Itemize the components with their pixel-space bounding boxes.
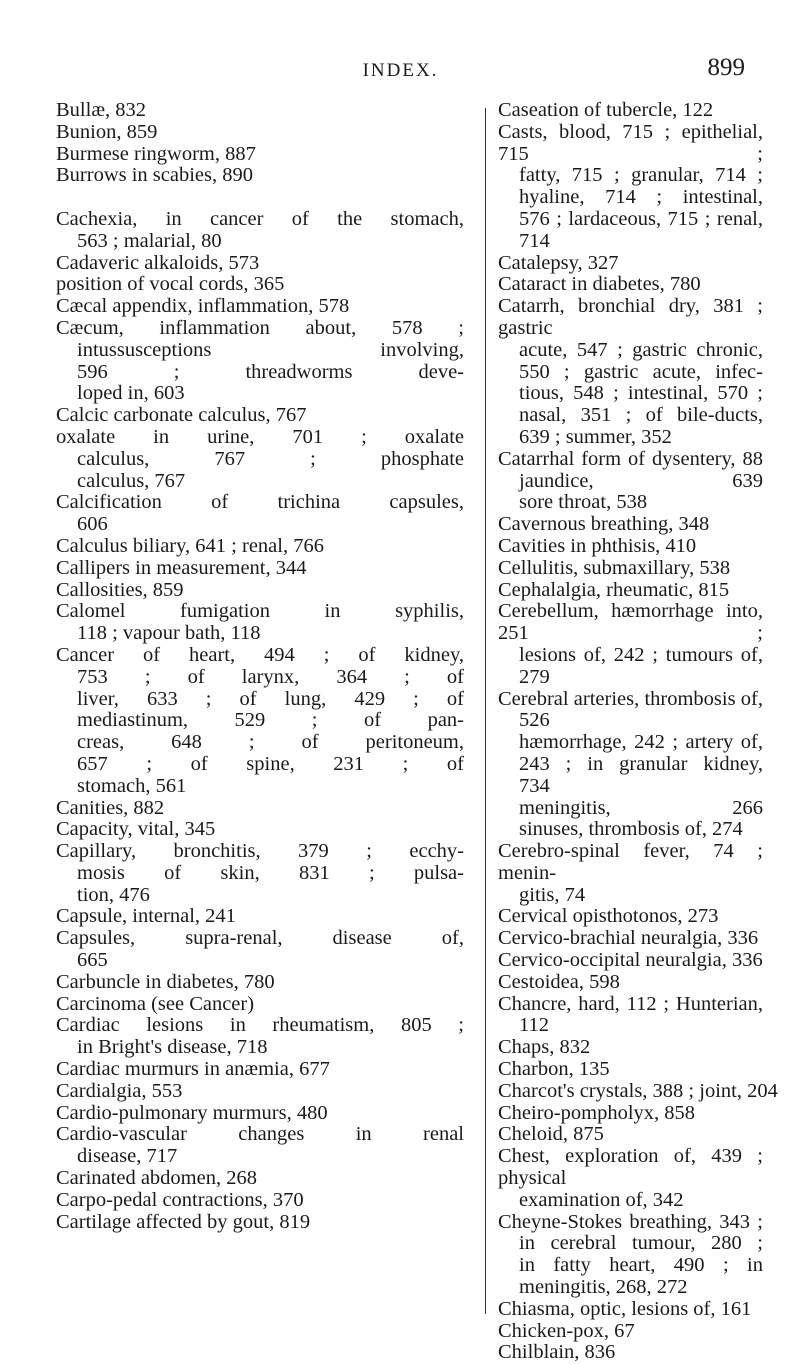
index-entry <box>56 296 464 318</box>
index-entry <box>56 536 464 558</box>
index-entry <box>56 994 464 1016</box>
index-entry <box>56 427 464 492</box>
index-entry <box>498 536 763 558</box>
index-line: Casts, blood, 715 ; epithelial, 715 ; <box>498 120 763 165</box>
index-entry <box>498 274 763 296</box>
index-line: Charcot's crystals, 388 ; joint, 204 <box>498 1079 778 1102</box>
index-line: 596 ; threadworms deve- <box>77 360 464 383</box>
index-entry <box>56 819 464 841</box>
index-entry <box>56 1103 464 1125</box>
index-line: tious, 548 ; intestinal, 570 ; <box>519 382 763 405</box>
index-line: 118 ; vapour bath, 118 <box>77 622 261 645</box>
index-entry <box>498 1299 763 1321</box>
index-entry <box>56 165 464 187</box>
index-line: Chest, exploration of, 439 ; physical <box>498 1145 763 1190</box>
index-line: Chicken-pox, 67 <box>498 1319 635 1342</box>
index-entry <box>498 1124 763 1146</box>
index-line: lesions of, 242 ; tumours of, <box>519 643 763 666</box>
index-line: Burmese ringworm, 887 <box>56 142 256 165</box>
index-entry <box>498 449 763 514</box>
index-line: 734 <box>519 774 550 797</box>
index-entry <box>56 1124 464 1168</box>
index-line: examination of, 342 <box>519 1188 684 1211</box>
index-line: 112 <box>519 1014 549 1037</box>
index-line: mediastinum, 529 ; of pan- <box>77 709 464 732</box>
index-line: liver, 633 ; of lung, 429 ; of <box>77 687 464 710</box>
index-entry <box>56 492 464 536</box>
index-line: Cartilage affected by gout, 819 <box>56 1210 311 1233</box>
index-line: Bunion, 859 <box>56 120 158 143</box>
index-line: 639 ; summer, 352 <box>519 425 672 448</box>
index-line: 665 <box>77 949 108 972</box>
index-line: in Bright's disease, 718 <box>77 1036 268 1059</box>
index-line: Canities, 882 <box>56 796 165 819</box>
index-entry <box>56 144 464 166</box>
index-entry <box>56 1168 464 1190</box>
index-line: Capacity, vital, 345 <box>56 818 216 841</box>
index-entry <box>498 994 763 1038</box>
index-line: Cerebral arteries, thrombosis of, <box>498 687 763 710</box>
index-line: Callipers in measurement, 344 <box>56 556 307 579</box>
index-entry <box>56 1190 464 1212</box>
index-line: Catarrhal form of dysentery, 88 <box>498 447 763 470</box>
index-line: in cerebral tumour, 280 ; <box>519 1232 763 1255</box>
index-entry <box>56 841 464 906</box>
index-entry <box>56 122 464 144</box>
index-entry <box>498 580 763 602</box>
index-line: Bullæ, 832 <box>56 99 146 121</box>
index-line: Cancer of heart, 494 ; of kidney, <box>56 643 464 666</box>
index-line: Caseation of tubercle, 122 <box>498 99 714 121</box>
column-divider <box>485 108 486 1314</box>
index-entry <box>498 253 763 275</box>
index-line: in fatty heart, 490 ; in <box>519 1254 763 1277</box>
index-entry <box>56 906 464 928</box>
index-line: meningitis, 266 <box>519 796 763 819</box>
index-line: Capsule, internal, 241 <box>56 905 236 928</box>
index-line: Calcification of trichina capsules, <box>56 491 464 514</box>
index-line: Cheloid, 875 <box>498 1123 604 1146</box>
index-entry <box>498 514 763 536</box>
index-line: 714 <box>519 229 550 252</box>
index-line: disease, 717 <box>77 1145 178 1168</box>
index-line: Charbon, 135 <box>498 1058 610 1081</box>
index-line: nasal, 351 ; of bile-ducts, <box>519 404 763 427</box>
index-line: Cachexia, in cancer of the stomach, <box>56 207 464 230</box>
index-line: tion, 476 <box>77 883 150 906</box>
index-entry <box>498 928 763 950</box>
index-line: Cavities in phthisis, 410 <box>498 534 697 557</box>
index-entry <box>498 1037 763 1059</box>
index-entry <box>498 296 763 449</box>
index-entry <box>56 645 464 798</box>
index-line: 243 ; in granular kidney, <box>519 752 763 775</box>
index-entry <box>56 580 464 602</box>
index-entry <box>56 558 464 580</box>
index-line: 550 ; gastric acute, infec- <box>519 360 763 383</box>
index-line: 753 ; of larynx, 364 ; of <box>77 665 464 688</box>
index-entry <box>56 1059 464 1081</box>
index-line: jaundice, 639 <box>519 469 763 492</box>
index-entry <box>56 1212 464 1234</box>
index-entry <box>56 1015 464 1059</box>
index-line: Cardio-vascular changes in renal <box>56 1123 464 1146</box>
index-entry <box>56 928 464 972</box>
index-line: sore throat, 538 <box>519 491 648 514</box>
index-entry <box>498 122 763 253</box>
index-line: Chiasma, optic, lesions of, 161 <box>498 1297 752 1320</box>
index-line: Carinated abdomen, 268 <box>56 1167 257 1190</box>
index-line: Chancre, hard, 112 ; Hunterian, <box>498 992 763 1015</box>
index-line: Cardiac lesions in rheumatism, 805 ; <box>56 1014 464 1037</box>
index-line: Capillary, bronchitis, 379 ; ecchy- <box>56 840 464 863</box>
index-line: Cervical opisthotonos, 273 <box>498 905 719 928</box>
index-entry <box>498 841 763 906</box>
index-line: 279 <box>519 665 550 688</box>
index-column-left <box>56 100 464 1233</box>
index-line: Burrows in scabies, 890 <box>56 164 254 187</box>
index-line: Calculus biliary, 641 ; renal, 766 <box>56 534 324 557</box>
index-line: Carbuncle in diabetes, 780 <box>56 970 275 993</box>
index-line: Cheiro-pompholyx, 858 <box>498 1101 696 1124</box>
index-line: Cerebro-spinal fever, 74 ; menin- <box>498 840 763 884</box>
index-line: stomach, 561 <box>77 774 187 797</box>
index-entry <box>56 209 464 253</box>
index-line: position of vocal cords, 365 <box>56 273 285 296</box>
index-line: Cardiac murmurs in anæmia, 677 <box>56 1058 330 1081</box>
index-entry <box>498 972 763 994</box>
index-line: Calomel fumigation in syphilis, <box>56 600 464 623</box>
index-line: Catalepsy, 327 <box>498 251 619 274</box>
index-entry <box>498 1342 763 1364</box>
page-header <box>0 54 801 90</box>
index-line: hæmorrhage, 242 ; artery of, <box>519 731 763 754</box>
index-line: calculus, 767 ; phosphate <box>77 447 464 470</box>
index-entry <box>498 1079 778 1103</box>
index-line: acute, 547 ; gastric chronic, <box>519 338 763 361</box>
index-entry <box>56 318 464 405</box>
index-line: mosis of skin, 831 ; pulsa- <box>77 861 464 884</box>
index-entry <box>498 906 763 928</box>
index-line: Cervico-occipital neuralgia, 336 <box>498 949 763 972</box>
index-entry <box>498 100 763 122</box>
index-line: creas, 648 ; of peritoneum, <box>77 731 464 754</box>
index-line: 606 <box>77 513 108 536</box>
index-line: calculus, 767 <box>77 469 186 492</box>
index-line: sinuses, thrombosis of, 274 <box>519 818 743 841</box>
index-line: Catarrh, bronchial dry, 381 ; gastric <box>498 295 763 339</box>
index-line: Cerebellum, hæmorrhage into, 251 ; <box>498 600 763 645</box>
index-entry <box>498 1059 763 1081</box>
index-line: Cheyne-Stokes breathing, 343 ; <box>498 1210 763 1233</box>
index-entry <box>498 558 763 580</box>
index-entry <box>56 601 464 645</box>
index-line: Capsules, supra-renal, disease of, <box>56 927 464 950</box>
index-line: meningitis, 268, 272 <box>519 1276 688 1299</box>
index-line: 526 <box>519 709 550 732</box>
index-entry <box>56 405 464 427</box>
index-entry <box>498 689 763 842</box>
index-line: Calcic carbonate calculus, 767 <box>56 404 307 427</box>
index-line: 563 ; malarial, 80 <box>77 229 222 252</box>
index-line: Cellulitis, submaxillary, 538 <box>498 556 731 579</box>
index-line: Cestoidea, 598 <box>498 970 620 993</box>
index-line: Chaps, 832 <box>498 1036 591 1059</box>
index-line: Callosities, 859 <box>56 578 184 601</box>
page-number: 899 <box>707 54 745 81</box>
index-line: Cæcal appendix, inflammation, 578 <box>56 295 350 318</box>
index-entry <box>56 253 464 275</box>
index-line: fatty, 715 ; granular, 714 ; <box>519 164 763 187</box>
index-entry <box>56 1081 464 1103</box>
index-column-right <box>498 99 778 1364</box>
index-line: loped in, 603 <box>77 382 185 405</box>
index-entry <box>56 100 464 122</box>
index-line: Cavernous breathing, 348 <box>498 513 710 536</box>
index-entry <box>56 274 464 296</box>
index-line: Chilblain, 836 <box>498 1341 616 1364</box>
index-line: Cervico-brachial neuralgia, 336 <box>498 927 759 950</box>
index-line: Cataract in diabetes, 780 <box>498 273 701 296</box>
index-line: gitis, 74 <box>519 883 586 906</box>
index-entry <box>498 601 763 688</box>
index-entry <box>498 1146 763 1211</box>
index-line: 576 ; lardaceous, 715 ; renal, <box>519 207 763 230</box>
index-entry <box>498 950 763 972</box>
index-entry <box>56 972 464 994</box>
index-line: intussusceptions involving, <box>77 338 464 361</box>
index-line: Cæcum, inflammation about, 578 ; <box>56 316 464 339</box>
index-line: Cardio-pulmonary murmurs, 480 <box>56 1101 328 1124</box>
index-line: Carcinoma (see Cancer) <box>56 992 255 1015</box>
index-line: Cardialgia, 553 <box>56 1079 183 1102</box>
index-line: 657 ; of spine, 231 ; of <box>77 752 464 775</box>
index-line: oxalate in urine, 701 ; oxalate <box>56 425 464 448</box>
index-entry <box>498 1212 763 1299</box>
running-title: INDEX. <box>362 60 439 81</box>
index-line: Carpo-pedal contractions, 370 <box>56 1188 304 1211</box>
index-entry <box>56 798 464 820</box>
index-line: Cadaveric alkaloids, 573 <box>56 251 260 274</box>
index-entry <box>498 1103 763 1125</box>
index-line: hyaline, 714 ; intestinal, <box>519 186 763 209</box>
index-line: Cephalalgia, rheumatic, 815 <box>498 578 730 601</box>
index-entry <box>498 1321 763 1343</box>
